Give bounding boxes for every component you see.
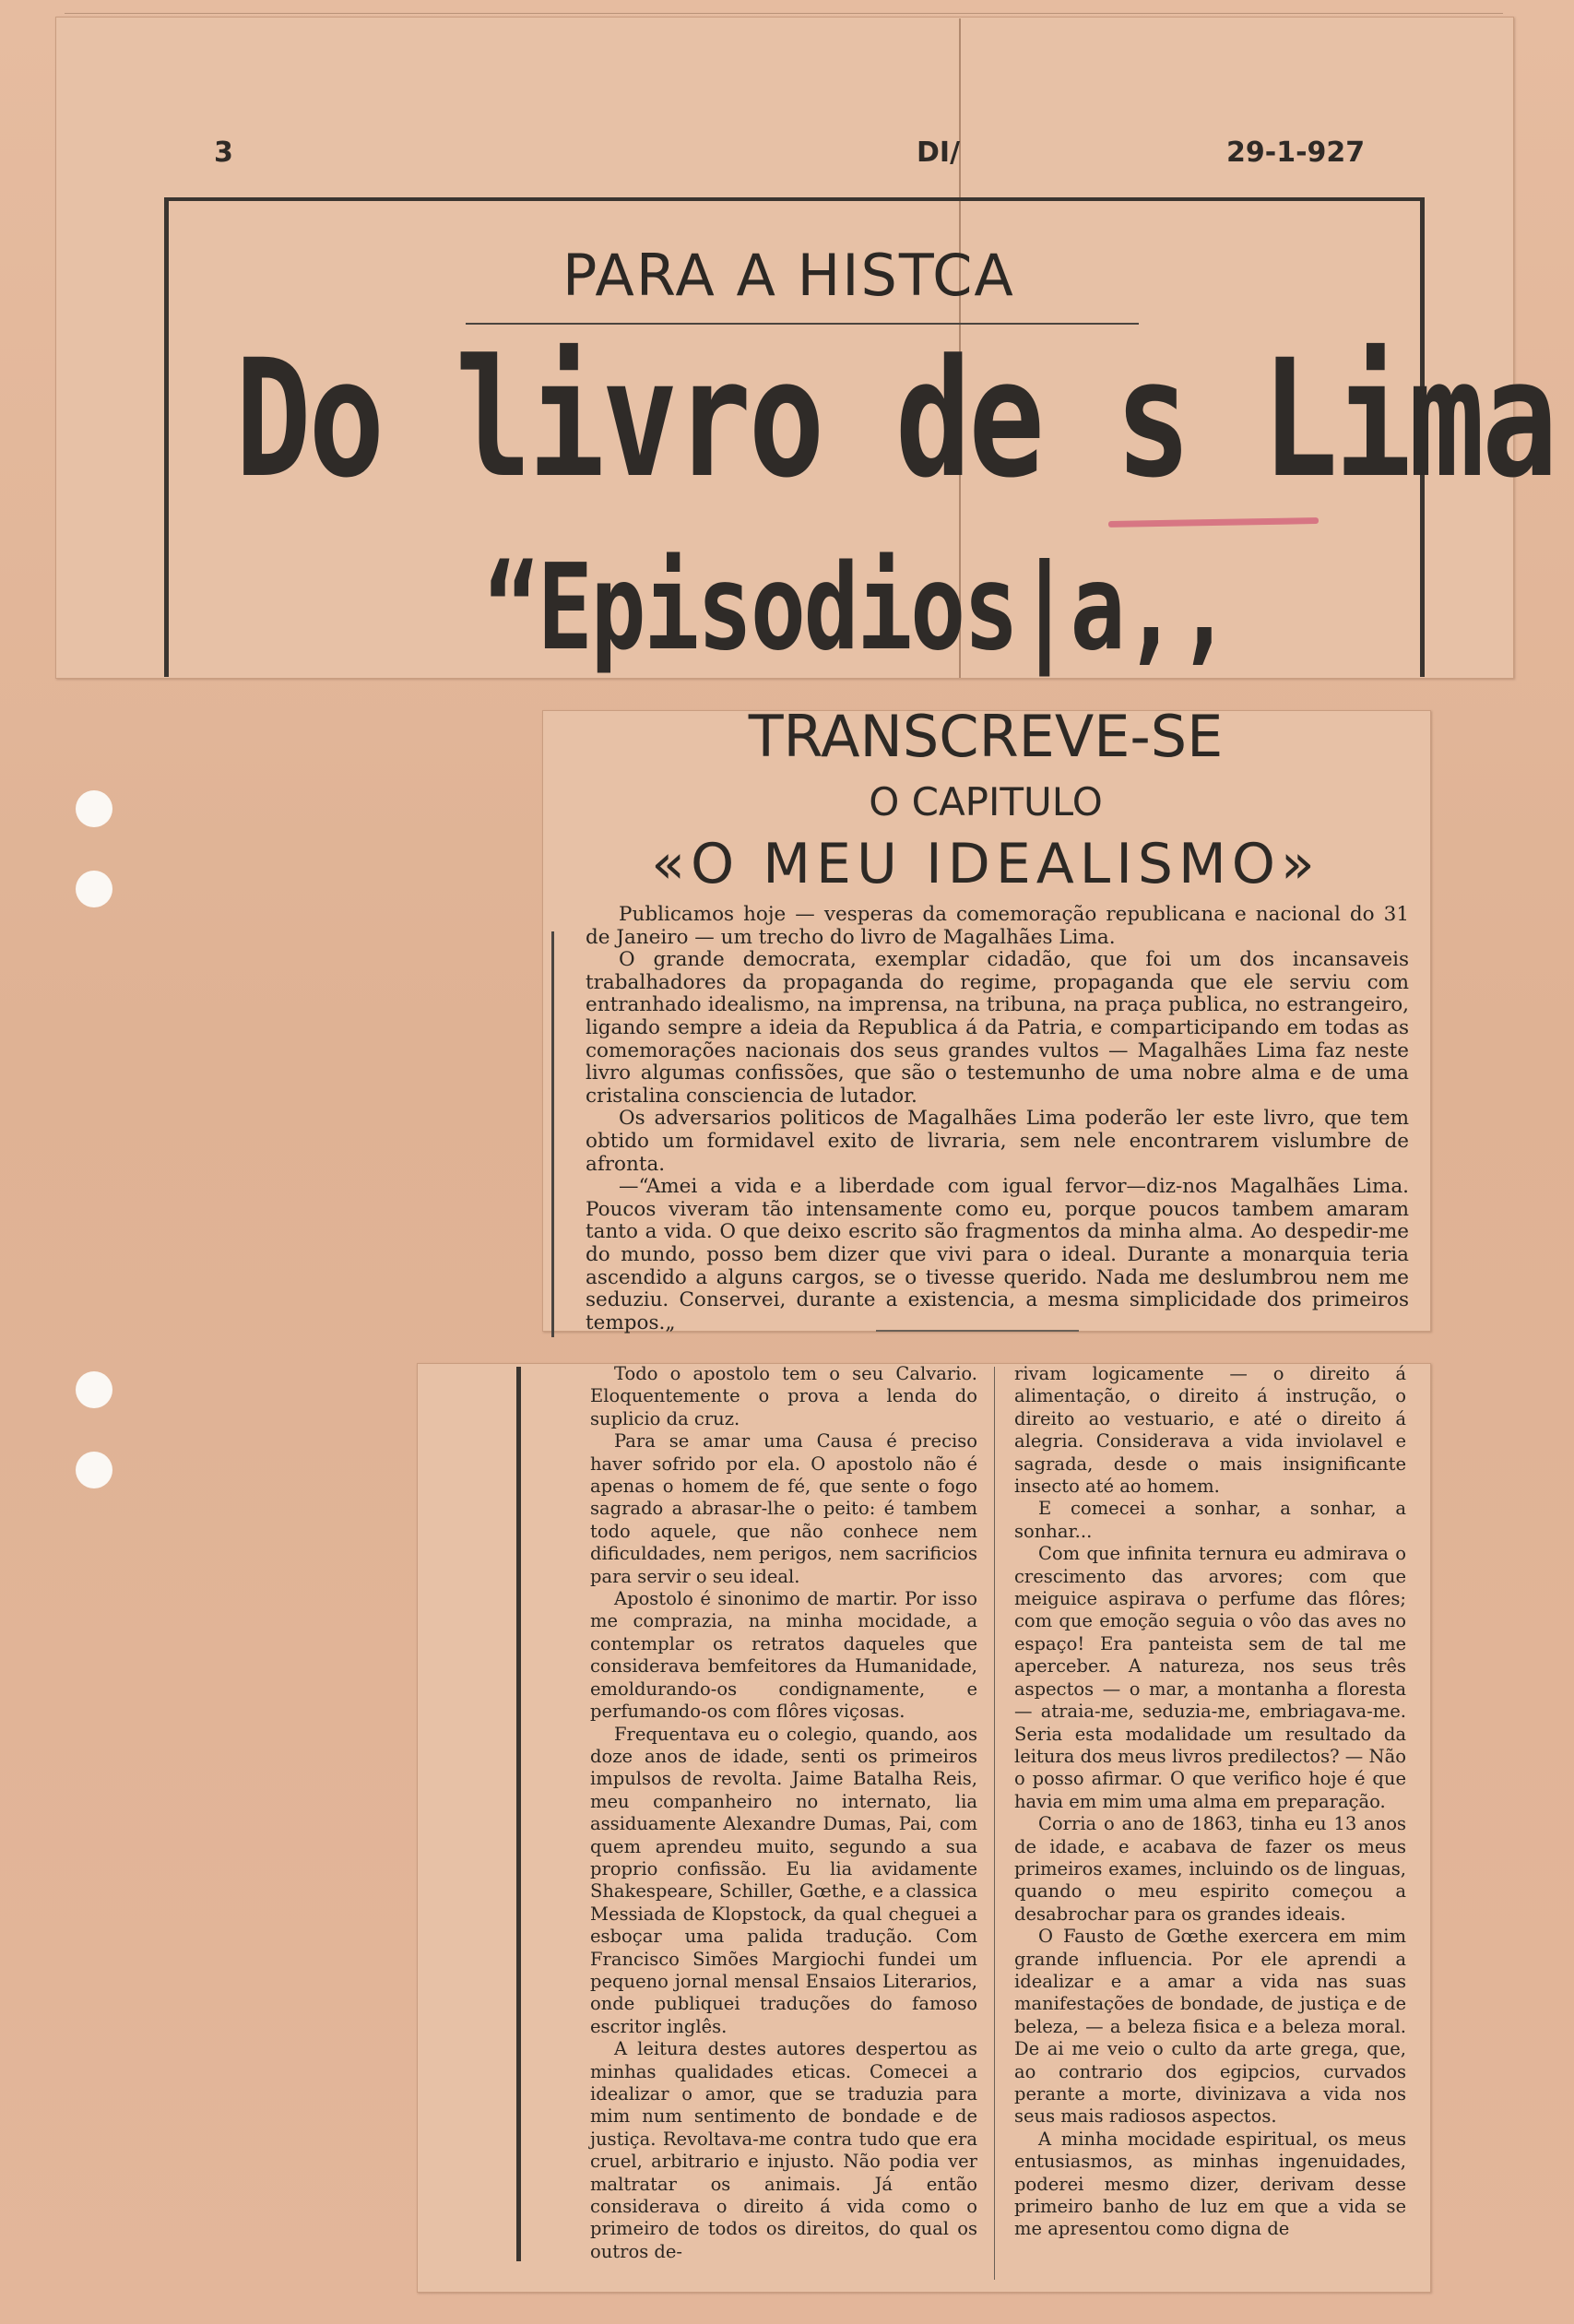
body-paragraph: Para se amar uma Causa é preciso haver sofrido por ela. O apostolo não é apenas o homem de fé, que sente o fogo sagrado a abrasar-lhe o peito: é tambem todo aquele, que não conhece nem dificuldades, nem perigos, nem sacrificios para servir o seu ideal. <box>590 1430 977 1587</box>
headline-frame-top <box>164 197 1425 201</box>
section-title: TRANSCREVE-SE <box>748 703 1224 770</box>
intro-margin-rule <box>551 931 554 1337</box>
body-paragraph: rivam logicamente — o direito á alimentação, o direito á instrução, o direito ao vestuario, e até o direito á alegria. Considerava a vida inviolavel e sagrada, desde o mais insignificante insecto até ao homem. <box>1014 1363 1406 1498</box>
subheadline: “Episodios|a,, <box>484 540 1230 677</box>
body-column-right <box>1014 1363 1406 2241</box>
punch-hole <box>76 1452 112 1488</box>
headline: Do livro de s Lima <box>235 325 1556 514</box>
punch-hole <box>76 1371 112 1408</box>
body-paragraph: Todo o apostolo tem o seu Calvario. Eloquentemente o prova a lenda do suplicio da cruz. <box>590 1363 977 1429</box>
body-paragraph: Frequentava eu o colegio, quando, aos doze anos de idade, senti os primeiros impulsos de revolta. Jaime Batalha Reis, meu companheiro no internato, lia assiduamente Alexandre Dumas, Pai, com quem aprendeu muito, segundo a sua proprio confissão. Eu lia avidamente Shakespeare, Schiller, Gœthe, e a classica Messiada de Klopstock, da qual cheguei a esboçar uma palida tradução. Com Francisco Simões Margiochi fundei um pequeno jornal mensal Ensaios Literarios, onde publiquei traduções do famoso escritor inglês. <box>590 1723 977 2037</box>
intro-text <box>586 904 1409 1334</box>
issue-date: 29-1-927 <box>1226 136 1366 169</box>
kicker: PARA A HISTCA <box>562 242 1015 309</box>
body-column-left <box>590 1363 977 2263</box>
intro-end-rule <box>876 1330 1079 1332</box>
punch-hole <box>76 871 112 907</box>
page-edge-line <box>65 13 1503 14</box>
body-paragraph: O Fausto de Gœthe exercera em mim grande influencia. Por ele aprendi a idealizar e a amar a vida nas suas manifestações de bondade, de justiça e de beleza, — a beleza fisica e a beleza moral. De ai me veio o culto da arte grega, que, ao contrario dos egipcios, curvados perante a morte, divinizava a vida nos seus mais radiosos aspectos. <box>1014 1926 1406 2128</box>
section-subtitle: O CAPITULO <box>869 779 1103 824</box>
body-paragraph: Com que infinita ternura eu admirava o crescimento das arvores; com que meiguice aspirava o perfume das flôres; com que emoção seguia o vôo das aves no espaço! Era panteista sem de tal me aperceber. A natureza, nos seus três aspectos — o mar, a montanha a floresta — atraia-me, seduzia-me, embriagava-me. Seria esta modalidade um resultado da leitura dos meus livros predilectos? — Não o posso afirmar. O que verifico hoje é que havia em mim uma alma em preparação. <box>1014 1543 1406 1812</box>
headline-frame-left <box>164 197 169 677</box>
body-paragraph: Apostolo é sinonimo de martir. Por isso me comprazia, na minha mocidade, a contemplar os retratos daqueles que considerava bemfeitores da Humanidade, emoldurando-os condignamente, e perfumando-os com flôres viçosas. <box>590 1588 977 1723</box>
punch-hole <box>76 790 112 827</box>
body-paragraph: Corria o ano de 1863, tinha eu 13 anos de idade, e acabava de fazer os meus primeiros exames, incluindo os de linguas, quando o meu espirito começou a desabrochar para os grandes ideais. <box>1014 1813 1406 1925</box>
intro-paragraph: —“Amei a vida e a liberdade com igual fervor—diz-nos Magalhães Lima. Poucos viveram tão intensamente como eu, porque poucos tambem amaram tanto a vida. O que deixo escrito são fragmentos da minha alma. Ao despedir-me do mundo, posso bem dizer que vivi para o ideal. Durante a monarquia teria ascendido a alguns cargos, se o tivesse querido. Nada me deslumbrou nem me seduziu. Conservei, durante a existencia, a mesma simplicidade dos primeiros tempos.„ <box>586 1175 1409 1334</box>
page-number: 3 <box>214 136 233 169</box>
body-paragraph: E comecei a sonhar, a sonhar, a sonhar... <box>1014 1498 1406 1542</box>
intro-paragraph: Publicamos hoje — vesperas da comemoração republicana e nacional do 31 de Janeiro — um trecho do livro de Magalhães Lima. <box>586 903 1409 949</box>
chapter-title: «O MEU IDEALISMO» <box>651 832 1320 896</box>
column-left-rule <box>516 1367 521 2261</box>
intro-paragraph: Os adversarios politicos de Magalhães Lima poderão ler este livro, que tem obtido um formidavel exito de livraria, sem nele encontrarem vislumbre de afronta. <box>586 1107 1409 1176</box>
masthead: DI/ <box>917 136 961 169</box>
body-paragraph: A leitura destes autores despertou as minhas qualidades eticas. Comecei a idealizar o amor, que se traduzia para mim num sentimento de bondade e de justiça. Revoltava-me contra tudo que era cruel, arbitrario e injusto. Não podia ver maltratar os animais. Já então considerava o direito á vida como o primeiro de todos os direitos, do qual os outros de- <box>590 2038 977 2262</box>
intro-paragraph: O grande democrata, exemplar cidadão, que foi um dos incansaveis trabalhadores da propaganda do regime, propaganda que ele serviu com entranhado idealismo, na imprensa, na tribuna, na praça publica, no estrangeiro, ligando sempre a ideia da Republica á da Patria, e comparticipando em todas as comemorações nacionais dos seus grandes vultos — Magalhães Lima faz neste livro algumas confissões, que são o testemunho de uma nobre alma e de uma cristalina consciencia de lutador. <box>586 948 1409 1108</box>
body-paragraph: A minha mocidade espiritual, os meus entusiasmos, as minhas ingenuidades, poderei mesmo dizer, derivam desse primeiro banho de luz em que a vida se me apresentou como digna de <box>1014 2128 1406 2240</box>
column-separator <box>994 1367 995 2280</box>
